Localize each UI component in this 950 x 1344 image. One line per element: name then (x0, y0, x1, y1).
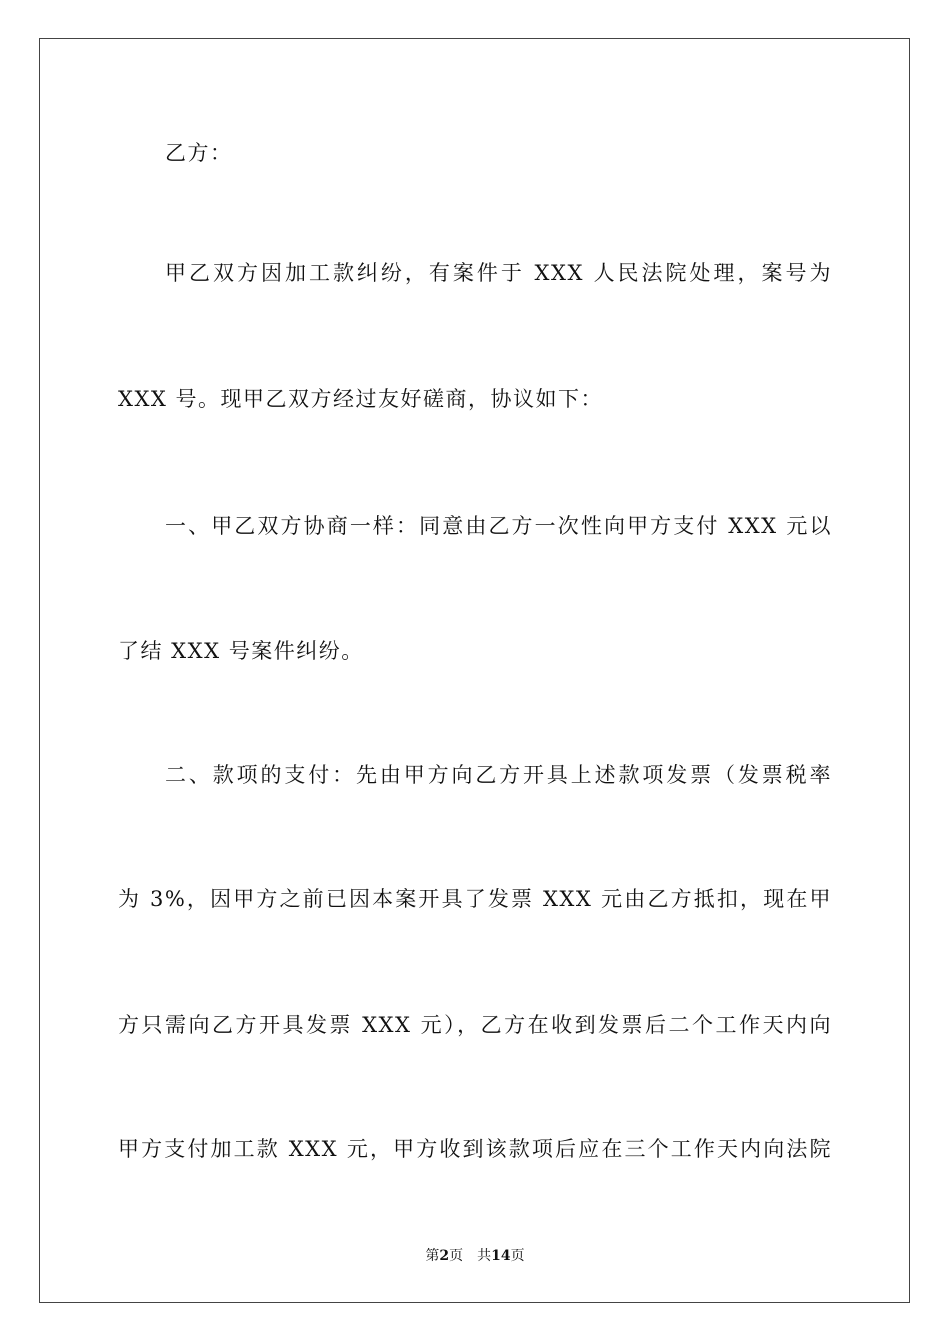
clause-1-line-2: 了结 XXX 号案件纠纷。 (118, 639, 364, 663)
party-b-label: 乙方： (165, 141, 233, 165)
total-suffix: 页 (510, 1248, 525, 1264)
total-prefix: 共 (477, 1248, 492, 1264)
page-number: 2 (439, 1248, 450, 1264)
page-prefix: 第 (425, 1248, 440, 1264)
page-footer (0, 1246, 950, 1266)
clause-1-line-1: 一、甲乙双方协商一样：同意由乙方一次性向甲方支付 XXX 元以 (165, 514, 832, 538)
paragraph-intro-line-2: XXX 号。现甲乙双方经过友好磋商，协议如下： (118, 387, 604, 411)
page-suffix: 页 (449, 1248, 464, 1264)
clause-2-line-1: 二、款项的支付：先由甲方向乙方开具上述款项发票（发票税率 (165, 763, 832, 787)
page-border (39, 38, 910, 1303)
paragraph-intro-line-1: 甲乙双方因加工款纠纷，有案件于 XXX 人民法院处理，案号为 (165, 261, 832, 285)
clause-2-line-4: 甲方支付加工款 XXX 元，甲方收到该款项后应在三个工作天内向法院 (118, 1137, 832, 1161)
clause-2-line-3: 方只需向乙方开具发票 XXX 元），乙方在收到发票后二个工作天内向 (118, 1013, 832, 1037)
clause-2-line-2: 为 3%，因甲方之前已因本案开具了发票 XXX 元由乙方抵扣，现在甲 (118, 887, 832, 911)
total-pages: 14 (491, 1248, 511, 1264)
